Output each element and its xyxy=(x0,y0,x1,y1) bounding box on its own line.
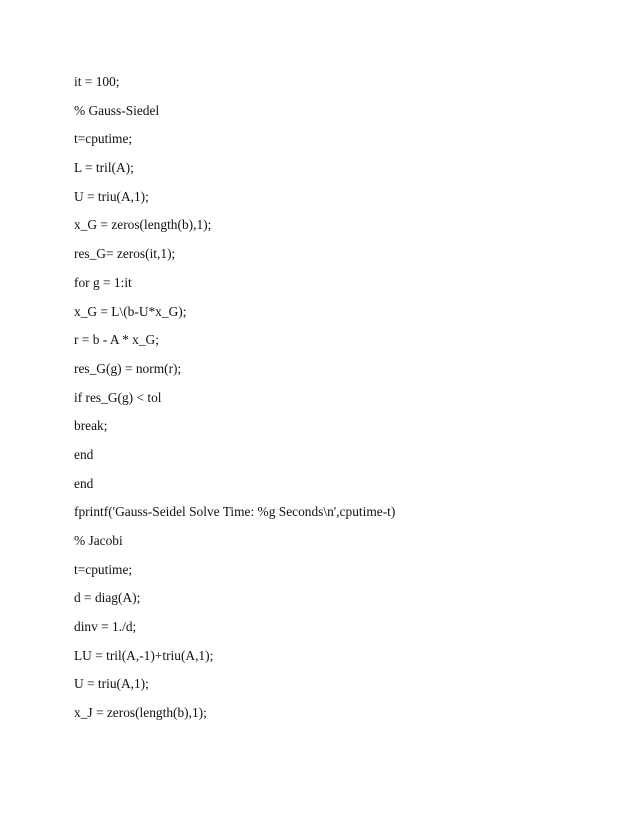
code-line-22: U = triu(A,1); xyxy=(74,676,149,692)
code-listing xyxy=(74,74,395,734)
code-line-13: break; xyxy=(74,418,108,434)
code-line-23: x_J = zeros(length(b),1); xyxy=(74,705,207,721)
code-line-10: r = b - A * x_G; xyxy=(74,332,159,348)
code-line-18: t=cputime; xyxy=(74,561,133,577)
code-line-6: x_G = zeros(length(b),1); xyxy=(74,217,212,233)
code-line-8: for g = 1:it xyxy=(74,274,132,290)
code-line-14: end xyxy=(74,446,94,462)
code-line-11: res_G(g) = norm(r); xyxy=(74,360,182,376)
code-line-21: LU = tril(A,-1)+triu(A,1); xyxy=(74,647,214,663)
code-line-17: % Jacobi xyxy=(74,533,123,548)
code-line-15: end xyxy=(74,475,94,491)
code-line-16: fprintf('Gauss-Seidel Solve Time: %g Seconds\n',cputime-t) xyxy=(74,504,396,520)
code-line-20: dinv = 1./d; xyxy=(74,619,137,635)
code-line-5: U = triu(A,1); xyxy=(74,188,149,204)
code-line-7: res_G= zeros(it,1); xyxy=(74,246,176,262)
code-line-9: x_G = L\(b-U*x_G); xyxy=(74,303,187,319)
code-line-1: it = 100; xyxy=(74,74,120,89)
code-line-12: if res_G(g) < tol xyxy=(74,389,162,405)
code-line-4: L = tril(A); xyxy=(74,160,134,176)
code-line-19: d = diag(A); xyxy=(74,590,141,606)
code-line-2: % Gauss-Siedel xyxy=(74,102,160,118)
code-line-3: t=cputime; xyxy=(74,131,133,147)
